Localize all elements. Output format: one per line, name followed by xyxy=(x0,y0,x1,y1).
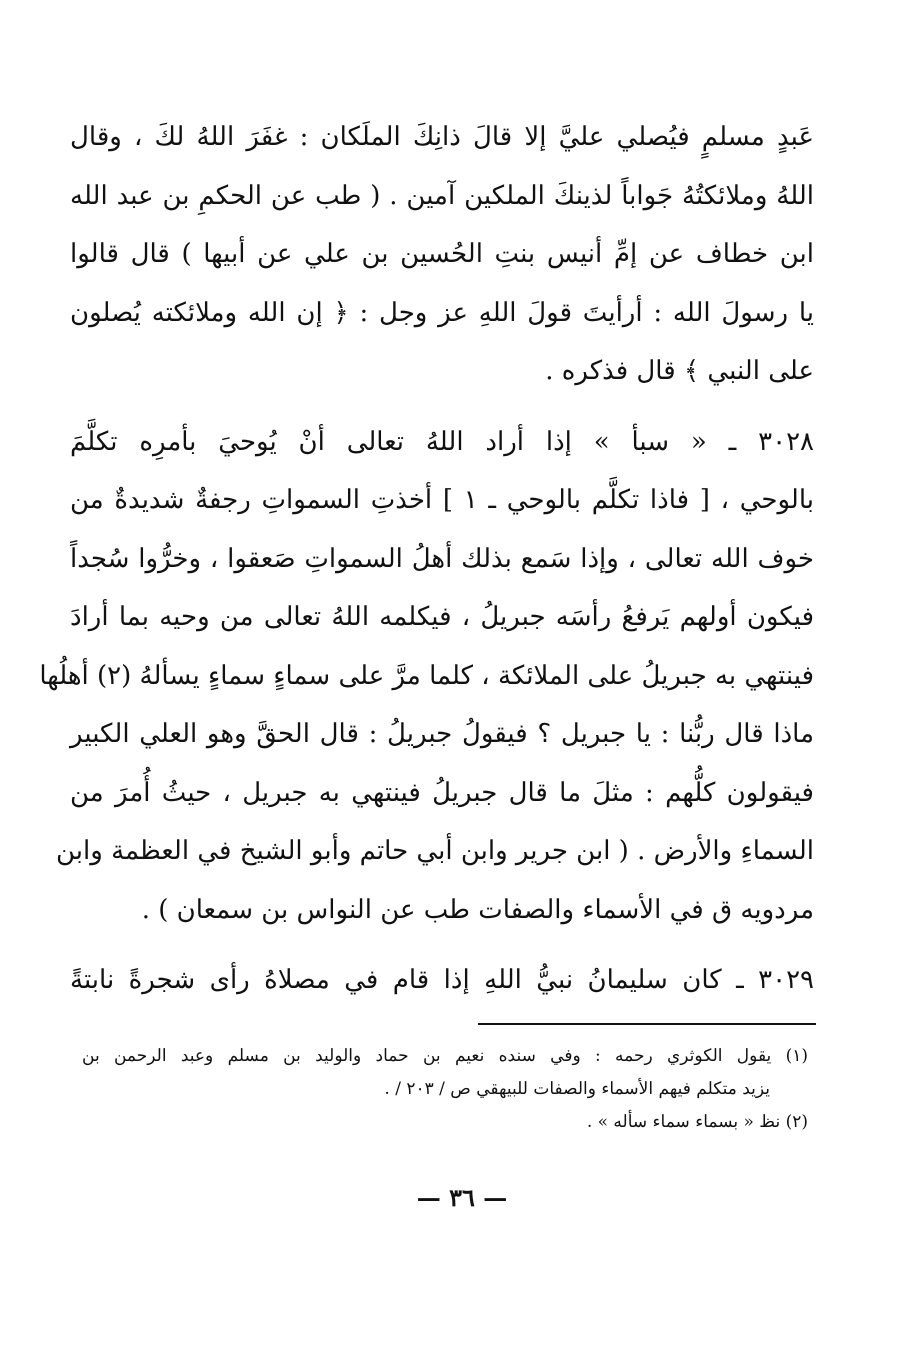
page-number: — ٣٦ — xyxy=(416,1183,508,1212)
hadith-3028-line: ٣٠٢٨ ـ « سبأ » إذا أراد اللهُ تعالى أنْ يُوحيَ بأمرِه تكلَّمَ xyxy=(70,426,814,457)
text-line: اللهُ وملائكتُهُ جَواباً لذينكَ الملكين آمين . ( طب عن الحكمِ بن عبد الله xyxy=(70,180,814,211)
text-line: ابن خطاف عن إمِّ أنيس بنتِ الحُسين بن علي عن أبيها ) قال قالوا xyxy=(70,239,814,269)
text-line: ماذا قال ربُّنا : يا جبريل ؟ فيقولُ جبريلُ : قال الحقَّ وهو العلي الكبير xyxy=(70,719,814,749)
hadith-3029-line: ٣٠٢٩ ـ كان سليمانُ نبيُّ اللهِ إذا قام في مصلاهُ رأى شجرةً نابتةً xyxy=(70,965,814,995)
footnotes xyxy=(82,1040,808,1139)
text-line: بالوحي ، [ فاذا تكلَّم بالوحي ـ ١ ] أخذتِ السمواتِ رجفةٌ شديدةٌ من xyxy=(70,485,814,515)
text-line: فيقولون كلُّهم : مثلَ ما قال جبريلُ فينتهي به جبريل ، حيثُ أُمرَ من xyxy=(70,777,814,808)
text-line: مردويه ق في الأسماء والصفات طب عن النواس بن سمعان ) . xyxy=(141,894,814,925)
paragraph-gap xyxy=(70,939,814,951)
text-line: السماءِ والأرض . ( ابن جرير وابن أبي حاتم وأبو الشيخ في العظمة وابن xyxy=(56,836,814,866)
footnote-divider xyxy=(478,1023,816,1025)
text-line: فيكون أولهم يَرفعُ رأسَه جبريلُ ، فيكلمه اللهُ تعالى من وحيه بما أرادَ xyxy=(70,602,814,632)
text-line: فينتهي به جبريلُ على الملائكة ، كلما مرَّ على سماءٍ سماءٍ يسألهُ (٢) أهلُها xyxy=(39,660,814,691)
text-line: خوف الله تعالى ، وإذا سَمع بذلك أهلُ السمواتِ صَعقوا ، وخرُّوا سُجداً xyxy=(70,543,814,574)
footnote-1: (١) يقول الكوثري رحمه : وفي سنده نعيم بن حماد والوليد بن مسلم وعبد الرحمن بن xyxy=(82,1046,808,1066)
main-text xyxy=(39,108,814,1010)
text-line: على النبي ﴾ قال فذكره . xyxy=(545,356,814,386)
paragraph-gap xyxy=(70,401,814,413)
text-line: يا رسولَ الله : أرأيتَ قولَ اللهِ عز وجل : ﴿ إن الله وملائكته يُصلون xyxy=(70,297,814,328)
text-line: عَبدٍ مسلمٍ فيُصلي عليَّ إلا قالَ ذانِكَ الملَكان : غفَرَ اللهُ لكَ ، وقال xyxy=(70,122,814,152)
footnote-1-continuation: يزيد متكلم فيهم الأسماء والصفات للبيهقي ص / ٢٠٣ / . xyxy=(384,1079,770,1099)
footnote-2: (٢) نظ « بسماء سماء سأله » . xyxy=(586,1112,808,1132)
